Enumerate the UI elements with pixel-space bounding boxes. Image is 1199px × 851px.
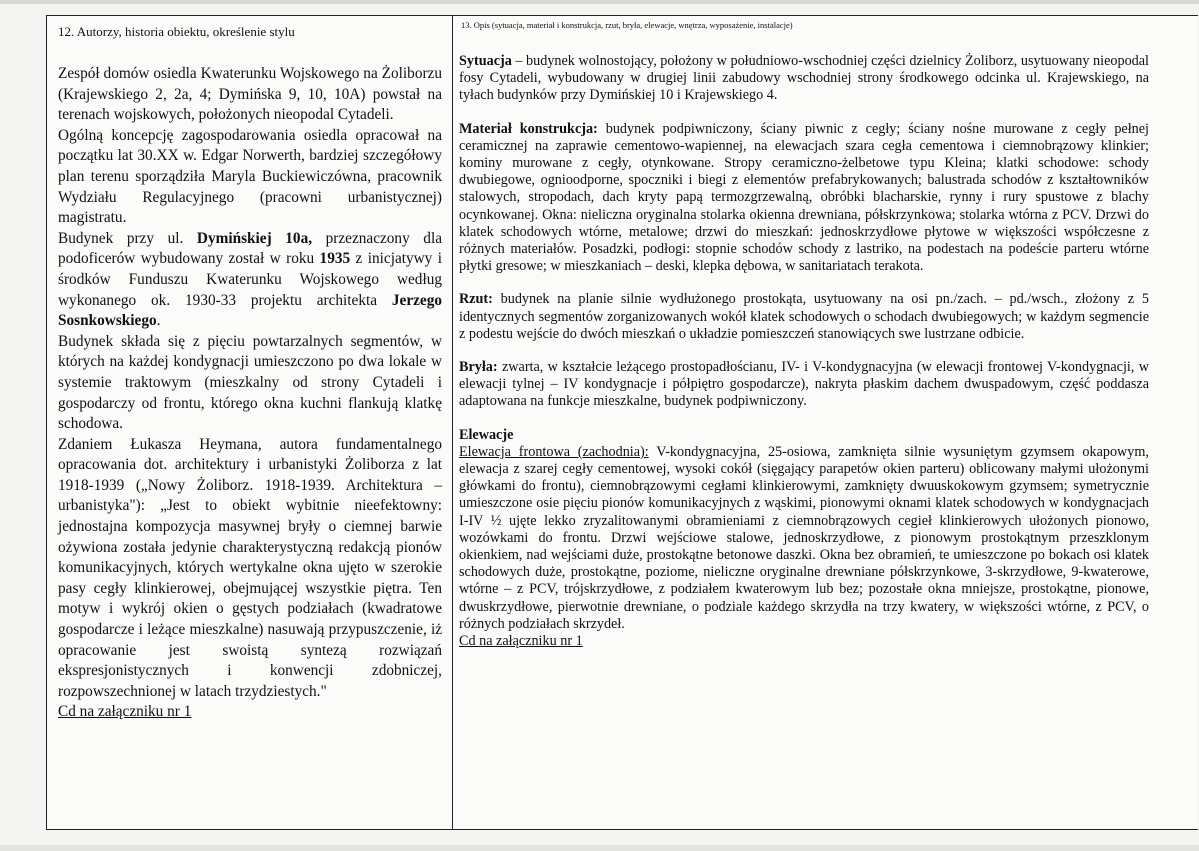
p3-text-e: z inicjatywy i środków Funduszu Kwaterunku Wojskowego według wykonanego ok. 1930-33 projektu architekta [58, 250, 442, 309]
history-paragraph-3 [58, 229, 442, 332]
spacer [459, 275, 1149, 291]
material-label: Materiał konstrukcja: [459, 120, 598, 137]
bryla-paragraph [459, 359, 1149, 411]
history-section-header: 12. Autorzy, historia obiektu, określenie stylu [58, 24, 295, 39]
sytuacja-paragraph [459, 53, 1149, 105]
history-paragraph-5: Zdaniem Łukasza Heymana, autora fundamentalnego opracowania dot. architektury i urbanistyki Żoliborza z lat 1918-1939 („Nowy Żoliborz. 1918-1939. Architektura – urbanistyka"): „Jest to obiekt wybitnie nieefektowny: jednostajna kompozycja masywnej bryły o ciemnej barwie ożywiona została jedynie charakterystyczną redakcją pionów komunikacyjnych, których wertykalne okna ujęto w szerokie pasy cegły klinkierowej, obejmującej wszystkie piętra. Ten motyw i wykrój okien o gęstych podziałach (kwadratowe gospodarcze i leżące mieszkalne) nasuwają przypuszczenie, iż opracowanie jest swoistą syntezą rozwiązań ekspresjonistycznych i konwencji zdobniczej, rozpowszechnionej w latach trzydziestych." [58, 435, 442, 700]
p3-text-g: . [156, 312, 161, 330]
history-paragraph-1: Zespół domów osiedla Kwaterunku Wojskowego na Żoliborzu (Krajewskiego 2, 2a, 4; Dymińska 9, 10, 10A) powstał na terenach wojskowych, położonych nieopodal Cytadeli. [58, 65, 442, 124]
description-column [459, 20, 1149, 650]
elewacje-label: Elewacje [459, 426, 514, 443]
history-attachment-link[interactable]: Cd na załączniku nr 1 [58, 703, 192, 721]
sytuacja-label: Sytuacja [459, 53, 512, 69]
rzut-label: Rzut: [459, 291, 493, 308]
p3-year: 1935 [319, 250, 351, 268]
history-column [58, 24, 442, 723]
rzut-text: budynek na planie silnie wydłużonego prostokąta, usytuowany na osi pn./zach. – pd./wsch., złożony z 5 identycznych segmentów zorganizowanych wokół klatek schodowych o schodach dwubiegowych; w każdym segmencie z podestu wejście do dwóch mieszkań o układzie pomieszczeń stanowiących swe lustrzane odbicie. [459, 291, 1149, 342]
spacer [459, 105, 1149, 121]
p3-text-c: przeznaczony dla podoficerów wybudowany został w roku [58, 229, 442, 268]
material-text: budynek podpiwniczony, ściany piwnic z cegły; ściany nośne murowane z cegły pełnej ceramicznej na zaprawie cementowo-wapiennej, na elewacjach szara cegła cementowa i ciemnobrązowy klinkier; kominy murowane z cegły, otynkowane. Stropy ceramiczno-żelbetowe typu Kleina; klatki schodowe: schody dwubiegowe, ognioodporne, spoczniki i biegi z elementów prefabrykowanych; balustrada schodów z kształtowników stalowych, stropodach, dach kryty papą termozgrzewalną, obróbki blacharskie, rynny i rury spustowe z blachy ocynkowanej. Okna: nieliczna oryginalna stolarka okienna drewniana, półskrzynkowa; stolarka wtórna z PCV. Drzwi do klatek schodowych wtórne, metalowe; drzwi do mieszkań: jednoskrzydłowe płytowe w większości współczesne z różnych materiałów. Posadzki, podłogi: stopnie schodów schody z lastriko, na podestach na podeście parteru wtórne płytki gresowe; w mieszkaniach – deski, klepka dębowa, w sanitariatach terakota. [459, 120, 1149, 275]
description-section-header: 13. Opis (sytuacja, materiał i konstrukcja, rzut, bryła, elewacje, wnętrza, wyposażenie, instalacje) [461, 20, 793, 30]
bryla-text: zwarta, w kształcie leżącego prostopadłościanu, IV- i V-kondygnacyjna (w elewacji frontowej V-kondygnacji, w elewacji tylnej – IV kondygnacje i półpiętro gospodarcze), nakryta płaskim dachem dwuspadowym, część poddasza adaptowana na funkcje mieszkalne, budynek podpiwniczony. [459, 359, 1149, 410]
spacer [459, 411, 1149, 427]
p3-text-a: Budynek przy ul. [58, 229, 197, 247]
elewacje-heading [459, 427, 1149, 444]
bryla-label: Bryła: [459, 359, 498, 376]
front-elevation-label: Elewacja frontowa (zachodnia): [459, 443, 649, 460]
history-paragraph-2: Ogólną koncepcję zagospodarowania osiedla opracował na początku lat 30.XX w. Edgar Norwerth, bardziej szczegółowy plan terenu sporządziła Maryla Buckiewiczówna, pracownik Wydziału Regulacyjnego (pracowni urbanistycznej) magistratu. [58, 126, 442, 227]
sytuacja-text: – budynek wolnostojący, położony w południowo-wschodniej części dzielnicy Żoliborz, usytuowany nieopodal fosy Cytadeli, wybudowany w drugiej linii zabudowy wschodniej strony środkowego odcinka ul. Krajewskiego, na tyłach budynków przy Dymińskiej 10 i Krajewskiego 4. [459, 53, 1149, 104]
front-elevation-text: V-kondygnacyjna, 25-osiowa, zamknięta silnie wysuniętym gzymsem okapowym, elewacja z szarej cegły cementowej, wysoki cokół (sięgający parapetów okien parteru) oblicowany małymi ułożonymi główkami do frontu), ciemnobrązowymi cegłami klinkierowymi, zamknięty dwuuskokowym gzymsem; symetrycznie umieszczone osie pięciu pionów komunikacyjnych z wąskimi, pionowymi oknami klatek schodowych w kondygnacjach I-IV ½ ujęte lekko zryzalitowanymi obramieniami z ciemnobrązowych cegieł klinkierowych ułożonych pionowo, wozówkami do frontu. Drzwi wejściowe stalowe, jednoskrzydłowe, z pionowym prostokątnym przeszklonym okienkiem, nad wejściami duże, prostokątne betonowe daszki. Okna bez obramień, te umieszczone po bokach osi klatek schodowych duże, prostokątne, poziome, nieliczne oryginalne drewniane półskrzynkowe, 3-skrzydłowe, 9-kwaterowe, wtórne – z PCV, trójskrzydłowe, z podziałem kwaterowym lub bez; pozostałe okna mniejsze, prostokątne, pionowe, dwuskrzydłowe, pierwotnie drewniane, o podziale każdego skrzydła na trzy kwatery, w większości wtórne, z PCV, o różnych podziałach skrzydeł. [459, 443, 1149, 632]
column-divider [452, 15, 453, 830]
material-paragraph [459, 121, 1149, 276]
front-elevation-paragraph [459, 444, 1149, 633]
rzut-paragraph [459, 291, 1149, 343]
spacer [459, 343, 1149, 359]
p3-address: Dymińskiej 10a, [196, 229, 313, 247]
history-paragraph-4: Budynek składa się z pięciu powtarzalnych segmentów, w których na każdej kondygnacji umieszczono po dwa lokale w systemie traktowym (mieszkalny od strony Cytadeli i gospodarczy od frontu, którego okna kuchni flankują klatkę schodowa. [58, 332, 442, 433]
scan-edge-top [0, 0, 1199, 4]
scan-edge-bottom [0, 845, 1199, 851]
description-attachment-link[interactable]: Cd na załączniku nr 1 [459, 633, 583, 650]
p3-architect: Jerzego Sosnkowskiego [58, 291, 442, 330]
